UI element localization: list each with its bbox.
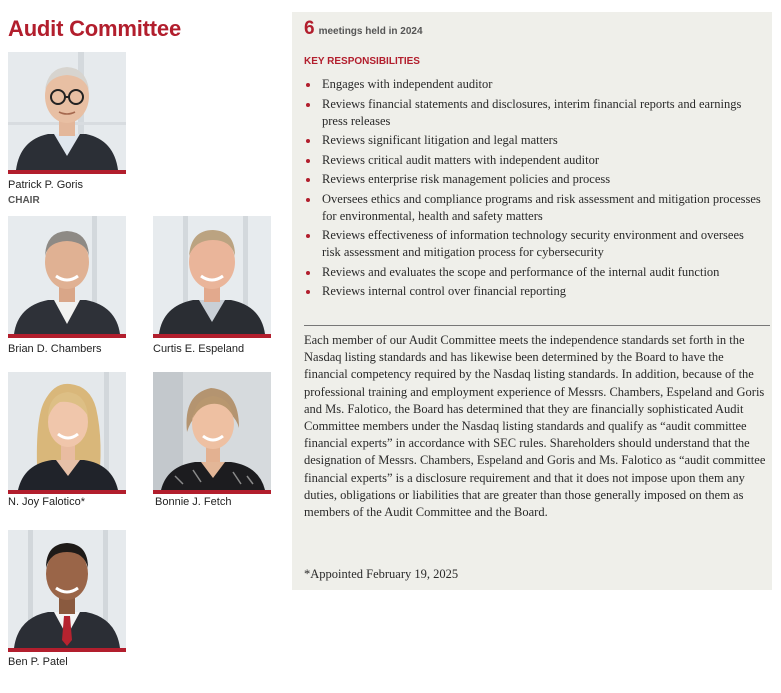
member-name: N. Joy Falotico* xyxy=(8,496,86,508)
member-name: Curtis E. Espeland xyxy=(153,343,245,355)
list-item: Reviews effectiveness of information technology security environment and oversees risk assessment and mitigation process for cybersecurity xyxy=(304,227,764,261)
divider xyxy=(304,325,770,326)
meetings-label: meetings held in 2024 xyxy=(318,26,423,37)
list-item: Reviews critical audit matters with independent auditor xyxy=(304,152,764,169)
responsibilities-heading: KEY RESPONSIBILITIES xyxy=(304,56,420,67)
member-photo-goris xyxy=(8,52,126,174)
page-title: Audit Committee xyxy=(8,16,182,41)
member-photo-espeland xyxy=(153,216,271,338)
member-photo-falotico xyxy=(8,372,126,494)
footnote: *Appointed February 19, 2025 xyxy=(304,567,459,581)
committee-info-panel xyxy=(292,12,772,590)
list-item: Reviews enterprise risk management policies and process xyxy=(304,171,764,188)
meetings-summary xyxy=(304,18,423,40)
list-item: Oversees ethics and compliance programs and risk assessment and mitigation processes for environmental, health and safety matters xyxy=(304,191,764,225)
member-role: CHAIR xyxy=(8,195,40,206)
independence-paragraph: Each member of our Audit Committee meets the independence standards set forth in the Nasdaq listing standards and has likewise been determined by the Board to have the financial competency required by the Nasdaq listing standards. In addition, because of the professional training and employment experience of Messrs. Chambers, Espeland and Goris and Ms. Falotico, the Board has determined that they are financially sophisticated Audit Committee members under the Nasdaq listing standards and qualify as “audit committee financial experts” in accordance with SEC rules. Shareholders should understand that the designation of Messrs. Chambers, Espeland and Goris and Ms. Falotico as “audit committee financial experts” is a disclosure requirement and that it does not impose upon them any duties, obligations or liabilities that are greater than those generally imposed on them as members of the Audit Committee and the Board. xyxy=(304,333,766,520)
member-name: Bonnie J. Fetch xyxy=(155,496,232,508)
responsibilities-list xyxy=(304,76,764,303)
list-item: Reviews and evaluates the scope and performance of the internal audit function xyxy=(304,264,764,281)
list-item: Engages with independent auditor xyxy=(304,76,764,93)
meetings-count: 6 xyxy=(304,18,315,39)
list-item: Reviews significant litigation and legal matters xyxy=(304,132,764,149)
member-name: Brian D. Chambers xyxy=(8,343,102,355)
list-item: Reviews internal control over financial reporting xyxy=(304,283,764,300)
member-photo-patel xyxy=(8,530,126,652)
member-name: Patrick P. Goris xyxy=(8,179,83,191)
list-item: Reviews financial statements and disclosures, interim financial reports and earnings press releases xyxy=(304,96,764,130)
member-photo-chambers xyxy=(8,216,126,338)
member-name: Ben P. Patel xyxy=(8,656,68,668)
member-photo-fetch xyxy=(153,372,271,494)
